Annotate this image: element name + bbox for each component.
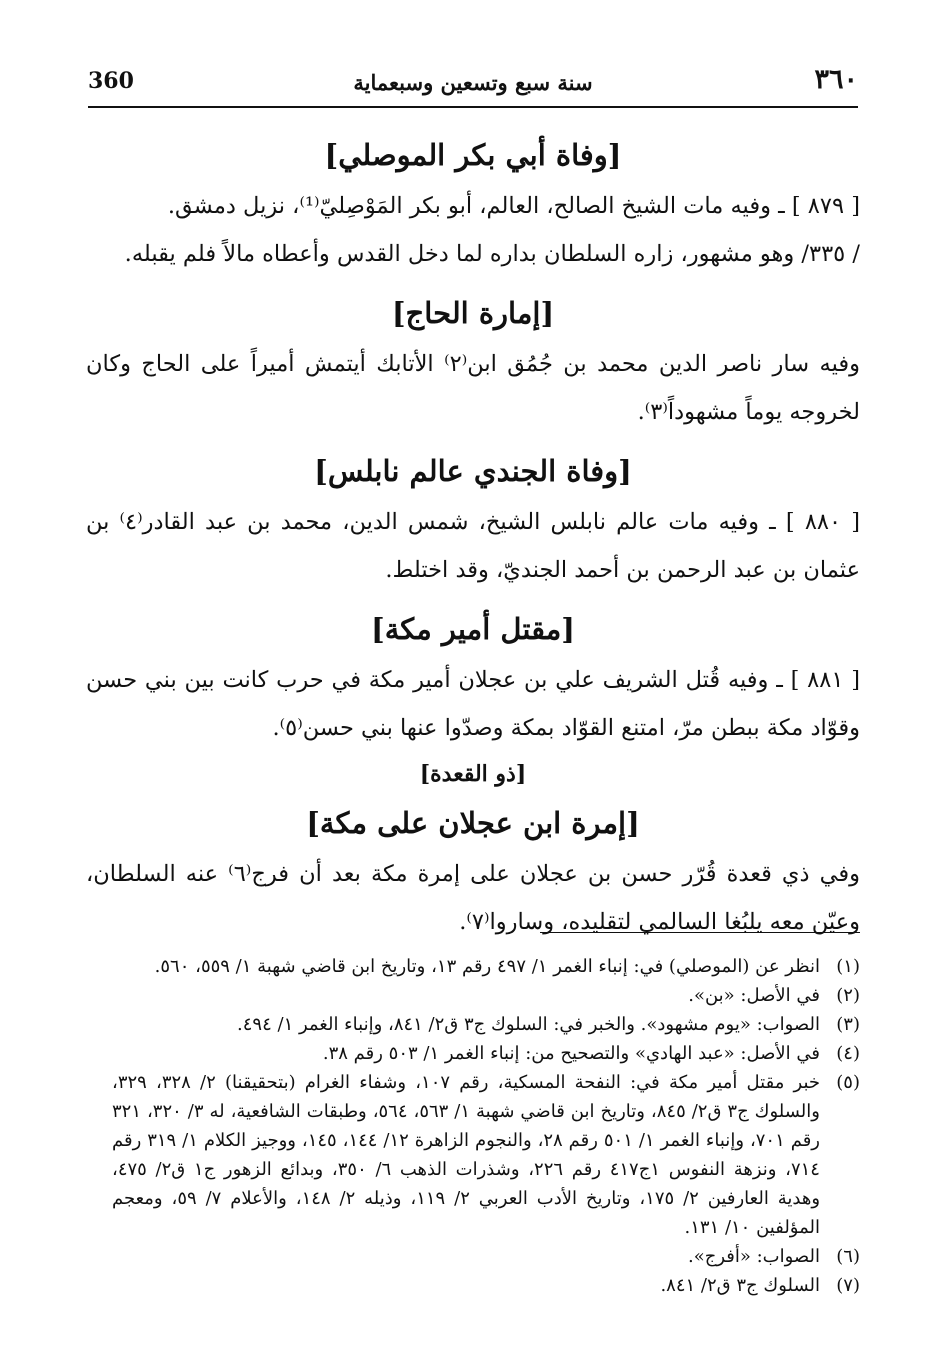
footnote-text: الصواب: «أفرج». — [687, 1246, 820, 1267]
section-heading: [إمارة الحاج] — [391, 296, 555, 330]
entry-paragraph: وفي ذي قعدة قُرّر حسن بن عجلان على إمرة مكة بعد أن فرج⁽٦⁾ عنه السلطان، وعيّن معه يلبُغا السالمي لتقليده، وساروا⁽٧⁾. — [86, 861, 860, 935]
footnote-number: (٥) — [836, 1072, 860, 1093]
footnote — [112, 1010, 860, 1039]
entry-paragraph: [ ٨٧٩ ] ـ وفيه مات الشيخ الصالح، العالم، أبو بكر المَوْصِليّ⁽¹⁾، نزيل دمشق. — [167, 193, 860, 219]
footnote — [112, 1242, 860, 1271]
footnote-number: (٣) — [836, 1014, 860, 1035]
footnote-number: (١) — [836, 956, 860, 977]
page-number-arabic: ٣٦٠ — [814, 64, 858, 95]
footnote-text: الصواب: «يوم مشهود». والخبر في: السلوك ج٣ ق٢/ ٨٤١، وإنباء الغمر ١/ ٤٩٤. — [237, 1014, 820, 1035]
page-number-latin: 360 — [88, 68, 134, 94]
footnote — [112, 952, 860, 981]
section-heading: [إمرة ابن عجلان على مكة] — [306, 806, 640, 840]
footnote-number: (٦) — [836, 1246, 860, 1267]
running-header — [88, 62, 858, 108]
footnote-text: السلوك ج٣ ق٢/ ٨٤١. — [660, 1275, 820, 1296]
section-heading: [وفاة الجندي عالم نابلس] — [314, 454, 632, 488]
entry-paragraph: وفيه سار ناصر الدين محمد بن جُمُق ابن⁽٢⁾ الأتابك أيتمش أميراً على الحاج وكان لخروجه يوماً مشهوداً⁽٣⁾. — [86, 351, 860, 425]
footnote-text: في الأصل: «بن». — [688, 985, 820, 1006]
footnote-number: (٧) — [836, 1275, 860, 1296]
footnote — [112, 1271, 860, 1300]
month-heading: [ذو القعدة] — [419, 761, 527, 787]
entry-paragraph: [ ٨٨٠ ] ـ وفيه مات عالم نابلس الشيخ، شمس الدين، محمد بن عبد القادر⁽٤⁾ بن عثمان بن عبد الرحمن بن أحمد الجنديّ، وقد اختلط. — [86, 509, 860, 583]
running-title: سنة سبع وتسعين وسبعماية — [353, 70, 593, 95]
footnote-text: انظر عن (الموصلي) في: إنباء الغمر ١/ ٤٩٧ رقم ١٣، وتاريخ ابن قاضي شهبة ١/ ٥٥٩، ٥٦٠. — [154, 956, 820, 977]
footnotes — [112, 952, 860, 1300]
footnote-text: خبر مقتل أمير مكة في: النفحة المسكية، رقم ١٠٧، وشفاء الغرام (بتحقيقنا) ٢/ ٣٢٨، ٣٢٩، والسلوك ج٣ ق٢/ ٨٤٥، وتاريخ ابن قاضي شهبة ١/ ٥٦٣، ٥٦٤، وطبقات الشافعية، له ٣/ ٣٢٠، ٣٢١ رقم ٧٠١، وإنباء الغمر ١/ ٥٠١ رقم ٢٨، والنجوم الزاهرة ١٢/ ١٤٤، ١٤٥، ووجيز الكلام ١/ ٣١٩ رقم ٧١٤، ونزهة النفوس ١ج٤١٧ رقم ٢٢٦، وشذرات الذهب ٦/ ٣٥٠، وبدائع الزهور ج١ ق٢/ ٤٧٥، وهدية العارفين ٢/ ١٧٥، وتاريخ الأدب العربي ٢/ ١١٩، وذيله ٢/ ١٤٨، والأعلام ٧/ ٥٩، ومعجم المؤلفين ١٠/ ١٣١. — [112, 1072, 821, 1238]
section-heading: [وفاة أبي بكر الموصلي] — [324, 138, 622, 172]
main-text — [86, 128, 860, 954]
footnote-number: (٢) — [836, 985, 860, 1006]
footnote — [112, 1039, 860, 1068]
footnote-separator — [540, 932, 860, 933]
footnote-number: (٤) — [836, 1043, 860, 1064]
footnote-text: في الأصل: «عبد الهادي» والتصحيح من: إنباء الغمر ١/ ٥٠٣ رقم ٣٨. — [322, 1043, 820, 1064]
footnote — [112, 1068, 860, 1242]
section-heading: [مقتل أمير مكة] — [371, 612, 575, 646]
entry-paragraph: [ ٨٨١ ] ـ وفيه قُتل الشريف علي بن عجلان أمير مكة في حرب كانت بين بني حسن وقوّاد مكة ببطن مرّ، امتنع القوّاد بمكة وصدّوا عنها بني حسن⁽٥⁾. — [86, 667, 860, 741]
footnote — [112, 981, 860, 1010]
entry-paragraph: / ٣٣٥/ وهو مشهور، زاره السلطان بداره لما دخل القدس وأعطاه مالاً فلم يقبله. — [124, 241, 860, 267]
